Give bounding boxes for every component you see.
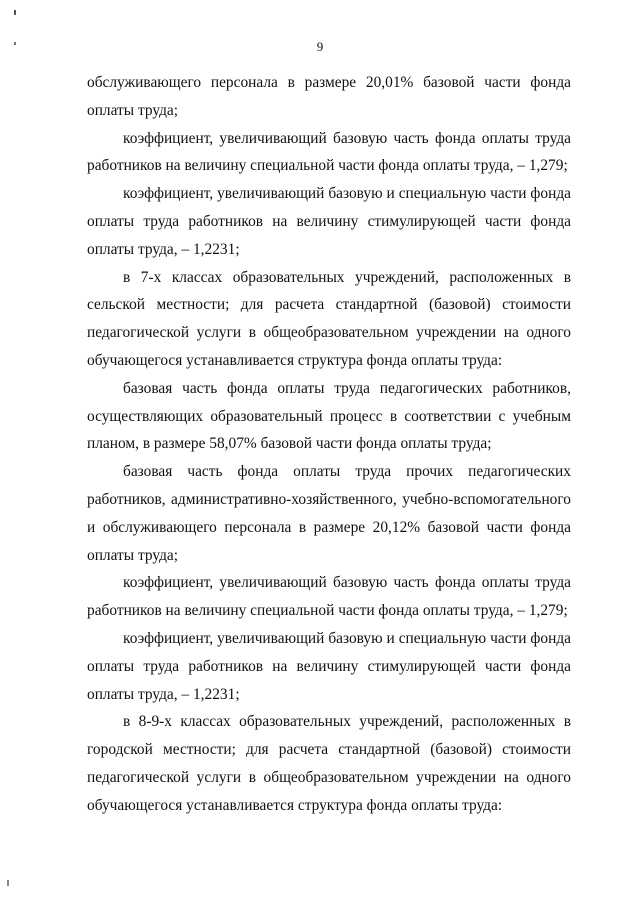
paragraph: коэффициент, увеличивающий базовую и специальную части фонда оплаты труда работников на величину стимулирующей части фонда оплаты труда, – 1,2231; xyxy=(87,185,571,258)
paragraph: базовая часть фонда оплаты труда прочих педагогических работников, административно-хозяйственного, учебно-вспомогательного и обслуживающего персонала в размере 20,12% базовой части фонда оплаты труда; xyxy=(87,463,571,564)
paragraph: коэффициент, увеличивающий базовую часть фонда оплаты труда работников на величину специальной части фонда оплаты труда, – 1,279; xyxy=(87,574,571,620)
paragraph: базовая часть фонда оплаты труда педагогических работников, осуществляющих образовательный процесс в соответствии с учебным планом, в размере 58,07% базовой части фонда оплаты труда; xyxy=(87,379,571,453)
paragraph: коэффициент, увеличивающий базовую и специальную части фонда оплаты труда работников на величину стимулирующей части фонда оплаты труда, – 1,2231; xyxy=(87,629,571,703)
paragraph: в 8-9-х классах образовательных учреждений, расположенных в городской местности; для расчета стандартной (базовой) стоимости педагогической услуги в общеобразовательном учреждении на одного обучающегося устанавливается структура фонда оплаты труда: xyxy=(87,713,571,814)
paragraph: в 7-х классах образовательных учреждений, расположенных в сельской местности; для расчета стандартной (базовой) стоимости педагогической услуги в общеобразовательном учреждении на одного обучающегося устанавливается структура фонда оплаты труда: xyxy=(87,268,571,369)
scan-artifact xyxy=(7,880,9,886)
document-body xyxy=(87,69,571,820)
paragraph: коэффициент, увеличивающий базовую часть фонда оплаты труда работников на величину специальной части фонда оплаты труда, – 1,279; xyxy=(87,129,571,175)
paragraph-continuation: обслуживающего персонала в размере 20,01% базовой части фонда оплаты труда; xyxy=(87,74,571,119)
page-number: 9 xyxy=(316,39,324,54)
scan-artifact xyxy=(14,10,16,15)
